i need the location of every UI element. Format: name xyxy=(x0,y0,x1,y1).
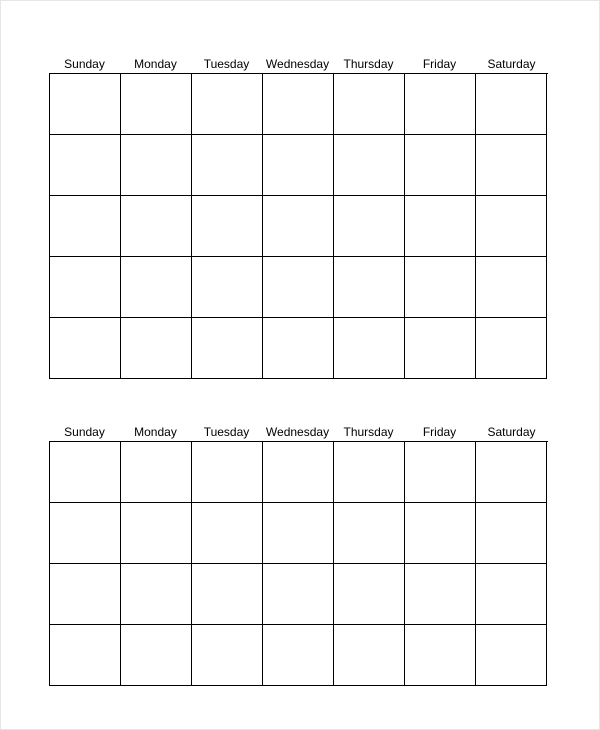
day-cell[interactable] xyxy=(121,564,192,625)
weekday-label: Tuesday xyxy=(203,425,250,439)
day-cell[interactable] xyxy=(405,625,476,686)
day-cell[interactable] xyxy=(405,196,476,257)
weekday-label: Monday xyxy=(134,57,177,71)
day-cell[interactable] xyxy=(263,135,334,196)
day-cell[interactable] xyxy=(405,74,476,135)
day-cell[interactable] xyxy=(263,625,334,686)
day-cell[interactable] xyxy=(50,503,121,564)
weekday-label: Thursday xyxy=(343,425,394,439)
day-cell[interactable] xyxy=(405,564,476,625)
weekday-label: Sunday xyxy=(64,425,105,439)
day-cell[interactable] xyxy=(121,318,192,379)
day-cell[interactable] xyxy=(50,196,121,257)
day-cell[interactable] xyxy=(192,257,263,318)
day-cell[interactable] xyxy=(405,135,476,196)
day-cells xyxy=(49,442,548,686)
day-cell[interactable] xyxy=(192,196,263,257)
calendar-grid-top xyxy=(49,56,548,379)
day-cell[interactable] xyxy=(476,257,547,318)
day-cell[interactable] xyxy=(263,196,334,257)
day-cell[interactable] xyxy=(121,196,192,257)
day-cell[interactable] xyxy=(121,135,192,196)
weekday-label: Monday xyxy=(134,425,177,439)
day-cell[interactable] xyxy=(405,257,476,318)
day-cell[interactable] xyxy=(476,442,547,503)
day-cell[interactable] xyxy=(476,135,547,196)
day-cell[interactable] xyxy=(192,503,263,564)
day-cell[interactable] xyxy=(334,257,405,318)
weekday-label: Wednesday xyxy=(265,425,330,439)
day-cell[interactable] xyxy=(476,564,547,625)
weekday-label: Wednesday xyxy=(265,57,330,71)
day-cell[interactable] xyxy=(334,135,405,196)
day-cell[interactable] xyxy=(263,503,334,564)
weekday-label: Saturday xyxy=(487,57,536,71)
day-cell[interactable] xyxy=(50,318,121,379)
weekday-label: Friday xyxy=(422,57,457,71)
calendar-grid-bottom xyxy=(49,424,548,686)
weekday-label: Saturday xyxy=(487,425,536,439)
day-cell[interactable] xyxy=(192,442,263,503)
day-cell[interactable] xyxy=(50,74,121,135)
day-cell[interactable] xyxy=(263,442,334,503)
weekday-label: Friday xyxy=(422,425,457,439)
weekday-header xyxy=(49,56,548,74)
day-cell[interactable] xyxy=(192,625,263,686)
weekday-label: Tuesday xyxy=(203,57,250,71)
day-cell[interactable] xyxy=(334,74,405,135)
day-cell[interactable] xyxy=(263,564,334,625)
day-cell[interactable] xyxy=(50,257,121,318)
day-cell[interactable] xyxy=(334,318,405,379)
day-cell[interactable] xyxy=(405,442,476,503)
day-cell[interactable] xyxy=(50,135,121,196)
weekday-label: Thursday xyxy=(343,57,394,71)
day-cell[interactable] xyxy=(334,503,405,564)
day-cell[interactable] xyxy=(121,503,192,564)
day-cell[interactable] xyxy=(192,74,263,135)
day-cell[interactable] xyxy=(334,564,405,625)
day-cell[interactable] xyxy=(334,196,405,257)
day-cell[interactable] xyxy=(50,625,121,686)
day-cells xyxy=(49,74,548,379)
day-cell[interactable] xyxy=(263,318,334,379)
day-cell[interactable] xyxy=(192,318,263,379)
weekday-label: Sunday xyxy=(64,57,105,71)
day-cell[interactable] xyxy=(476,74,547,135)
day-cell[interactable] xyxy=(405,503,476,564)
day-cell[interactable] xyxy=(50,442,121,503)
day-cell[interactable] xyxy=(192,135,263,196)
day-cell[interactable] xyxy=(476,503,547,564)
day-cell[interactable] xyxy=(405,318,476,379)
day-cell[interactable] xyxy=(121,257,192,318)
day-cell[interactable] xyxy=(476,318,547,379)
day-cell[interactable] xyxy=(263,257,334,318)
day-cell[interactable] xyxy=(334,442,405,503)
day-cell[interactable] xyxy=(263,74,334,135)
day-cell[interactable] xyxy=(192,564,263,625)
day-cell[interactable] xyxy=(50,564,121,625)
day-cell[interactable] xyxy=(121,442,192,503)
day-cell[interactable] xyxy=(121,74,192,135)
day-cell[interactable] xyxy=(121,625,192,686)
day-cell[interactable] xyxy=(476,196,547,257)
day-cell[interactable] xyxy=(334,625,405,686)
weekday-header xyxy=(49,424,548,442)
day-cell[interactable] xyxy=(476,625,547,686)
